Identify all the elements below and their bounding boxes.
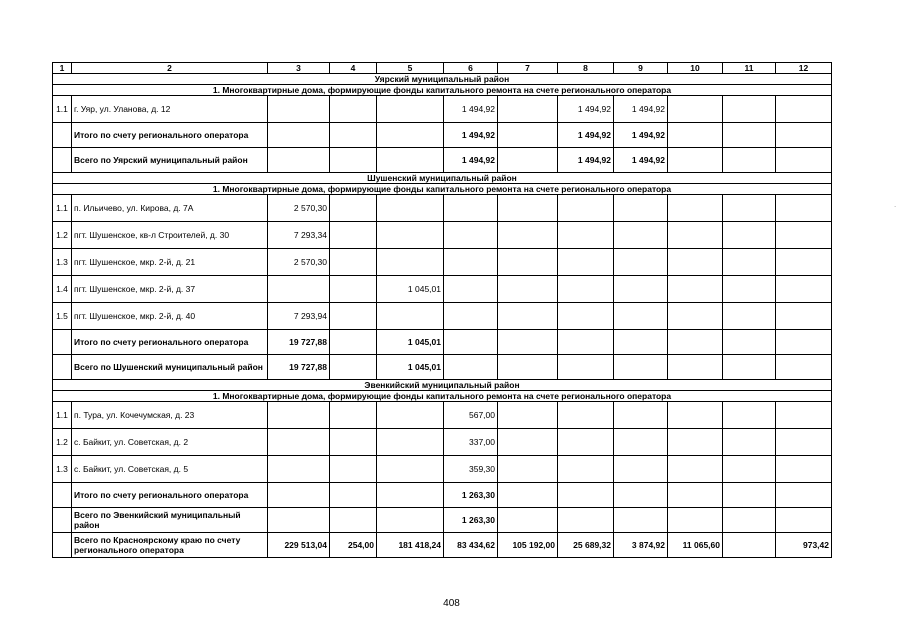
value-cell: 1 494,92	[558, 123, 614, 148]
total-label: Итого по счету регионального оператора	[72, 483, 268, 508]
value-cell	[776, 195, 832, 222]
table-row	[53, 402, 832, 429]
value-cell	[723, 483, 776, 508]
value-cell	[444, 330, 498, 355]
value-cell	[377, 402, 444, 429]
value-cell: 973,42	[776, 533, 832, 558]
value-cell	[614, 276, 668, 303]
value-cell	[498, 249, 558, 276]
value-cell: 2 570,30	[268, 195, 330, 222]
row-index: 1.3	[53, 249, 72, 276]
total-label: Всего по Уярский муниципальный район	[72, 148, 268, 173]
grand-total-row	[53, 533, 832, 558]
value-cell	[268, 429, 330, 456]
value-cell	[723, 533, 776, 558]
district-title	[53, 380, 832, 391]
value-cell	[498, 508, 558, 533]
header-row	[53, 63, 832, 74]
value-cell: 2 570,30	[268, 249, 330, 276]
value-cell	[558, 402, 614, 429]
value-cell	[498, 303, 558, 330]
value-cell	[723, 355, 776, 380]
value-cell	[330, 456, 377, 483]
grand-total-label: Всего по Красноярскому краю по счету регионального оператора	[72, 533, 268, 558]
value-cell	[614, 330, 668, 355]
value-cell	[498, 456, 558, 483]
data-table	[52, 62, 832, 558]
subsection-title-cell: 1. Многоквартирные дома, формирующие фонды капитального ремонта на счете регионального оператора	[53, 184, 832, 195]
total-label: Итого по счету регионального оператора	[72, 330, 268, 355]
value-cell	[377, 123, 444, 148]
value-cell: 337,00	[444, 429, 498, 456]
value-cell	[776, 355, 832, 380]
value-cell	[776, 429, 832, 456]
value-cell	[377, 483, 444, 508]
value-cell	[668, 355, 723, 380]
value-cell	[776, 148, 832, 173]
value-cell	[444, 195, 498, 222]
value-cell	[668, 195, 723, 222]
column-header: 12	[776, 63, 832, 74]
column-header: 8	[558, 63, 614, 74]
value-cell	[614, 402, 668, 429]
value-cell	[614, 429, 668, 456]
value-cell: 1 494,92	[614, 148, 668, 173]
value-cell	[498, 123, 558, 148]
value-cell	[268, 276, 330, 303]
row-index: 1.1	[53, 96, 72, 123]
row-index: 1.2	[53, 222, 72, 249]
value-cell	[558, 508, 614, 533]
value-cell	[498, 483, 558, 508]
table-row	[53, 429, 832, 456]
value-cell	[668, 508, 723, 533]
subsection-title	[53, 184, 832, 195]
value-cell: 1 494,92	[444, 148, 498, 173]
value-cell	[498, 355, 558, 380]
value-cell	[614, 195, 668, 222]
column-header: 5	[377, 63, 444, 74]
value-cell	[723, 508, 776, 533]
value-cell: 567,00	[444, 402, 498, 429]
address-cell: пгт. Шушенское, мкр. 2-й, д. 37	[72, 276, 268, 303]
value-cell	[723, 148, 776, 173]
value-cell: 19 727,88	[268, 330, 330, 355]
total-row	[53, 148, 832, 173]
value-cell	[776, 402, 832, 429]
value-cell	[614, 456, 668, 483]
value-cell	[668, 429, 723, 456]
column-header: 2	[72, 63, 268, 74]
value-cell	[723, 123, 776, 148]
value-cell	[776, 276, 832, 303]
row-index: 1.1	[53, 195, 72, 222]
value-cell	[330, 148, 377, 173]
value-cell: 1 045,01	[377, 330, 444, 355]
value-cell	[668, 123, 723, 148]
page-number: 408	[443, 598, 460, 609]
subsection-title	[53, 85, 832, 96]
column-header: 6	[444, 63, 498, 74]
row-index	[53, 483, 72, 508]
value-cell	[614, 249, 668, 276]
value-cell	[377, 303, 444, 330]
column-header: 3	[268, 63, 330, 74]
row-index: 1.4	[53, 276, 72, 303]
row-index: 1.3	[53, 456, 72, 483]
value-cell	[330, 508, 377, 533]
value-cell	[723, 276, 776, 303]
value-cell: 83 434,62	[444, 533, 498, 558]
value-cell	[723, 96, 776, 123]
value-cell: 11 065,60	[668, 533, 723, 558]
value-cell	[330, 330, 377, 355]
value-cell	[776, 456, 832, 483]
value-cell	[330, 303, 377, 330]
table-row	[53, 276, 832, 303]
value-cell	[668, 96, 723, 123]
value-cell	[498, 276, 558, 303]
value-cell	[498, 195, 558, 222]
value-cell	[498, 429, 558, 456]
value-cell	[268, 148, 330, 173]
total-row	[53, 123, 832, 148]
total-row	[53, 508, 832, 533]
subsection-title-cell: 1. Многоквартирные дома, формирующие фонды капитального ремонта на счете регионального оператора	[53, 391, 832, 402]
value-cell: 1 263,30	[444, 508, 498, 533]
value-cell: 1 494,92	[444, 123, 498, 148]
value-cell	[776, 330, 832, 355]
value-cell: 7 293,34	[268, 222, 330, 249]
table-row	[53, 456, 832, 483]
value-cell	[330, 483, 377, 508]
district-title	[53, 74, 832, 85]
value-cell	[668, 402, 723, 429]
table-row	[53, 96, 832, 123]
table-row	[53, 303, 832, 330]
value-cell	[268, 483, 330, 508]
value-cell	[614, 355, 668, 380]
value-cell	[723, 429, 776, 456]
value-cell	[558, 222, 614, 249]
value-cell	[723, 402, 776, 429]
value-cell: 229 513,04	[268, 533, 330, 558]
value-cell: 1 045,01	[377, 276, 444, 303]
value-cell: 1 045,01	[377, 355, 444, 380]
value-cell	[614, 222, 668, 249]
value-cell	[776, 222, 832, 249]
value-cell	[668, 276, 723, 303]
address-cell: с. Байкит, ул. Советская, д. 5	[72, 456, 268, 483]
value-cell	[668, 249, 723, 276]
value-cell	[776, 483, 832, 508]
value-cell	[776, 249, 832, 276]
address-cell: г. Уяр, ул. Уланова, д. 12	[72, 96, 268, 123]
subsection-title-cell: 1. Многоквартирные дома, формирующие фонды капитального ремонта на счете регионального оператора	[53, 85, 832, 96]
value-cell	[558, 249, 614, 276]
value-cell	[330, 222, 377, 249]
column-header: 11	[723, 63, 776, 74]
table-row	[53, 195, 832, 222]
value-cell	[614, 508, 668, 533]
value-cell: 1 494,92	[614, 123, 668, 148]
value-cell: 19 727,88	[268, 355, 330, 380]
value-cell	[668, 483, 723, 508]
value-cell	[498, 148, 558, 173]
value-cell	[268, 123, 330, 148]
value-cell	[498, 330, 558, 355]
address-cell: п. Ильичево, ул. Кирова, д. 7А	[72, 195, 268, 222]
column-header: 1	[53, 63, 72, 74]
value-cell	[330, 195, 377, 222]
column-header: 4	[330, 63, 377, 74]
column-header: 7	[498, 63, 558, 74]
value-cell	[268, 456, 330, 483]
value-cell	[377, 96, 444, 123]
edge-mark: .	[894, 200, 897, 209]
district-title-cell: Шушенский муниципальный район	[53, 173, 832, 184]
value-cell	[330, 276, 377, 303]
table-body	[53, 63, 832, 558]
value-cell	[444, 355, 498, 380]
address-cell: пгт. Шушенское, мкр. 2-й, д. 21	[72, 249, 268, 276]
value-cell	[668, 148, 723, 173]
value-cell	[723, 195, 776, 222]
value-cell	[377, 148, 444, 173]
value-cell	[498, 222, 558, 249]
value-cell	[330, 123, 377, 148]
value-cell	[776, 96, 832, 123]
value-cell	[498, 96, 558, 123]
total-label: Всего по Шушенский муниципальный район	[72, 355, 268, 380]
value-cell	[444, 303, 498, 330]
value-cell	[330, 96, 377, 123]
value-cell	[668, 222, 723, 249]
row-index	[53, 355, 72, 380]
value-cell	[444, 276, 498, 303]
value-cell	[558, 195, 614, 222]
total-row	[53, 483, 832, 508]
row-index: 1.1	[53, 402, 72, 429]
row-index: 1.2	[53, 429, 72, 456]
value-cell: 254,00	[330, 533, 377, 558]
value-cell: 1 494,92	[558, 96, 614, 123]
value-cell	[723, 222, 776, 249]
value-cell	[558, 483, 614, 508]
value-cell: 105 192,00	[498, 533, 558, 558]
value-cell: 25 689,32	[558, 533, 614, 558]
column-header: 9	[614, 63, 668, 74]
district-title	[53, 173, 832, 184]
total-row	[53, 330, 832, 355]
value-cell	[268, 96, 330, 123]
value-cell: 181 418,24	[377, 533, 444, 558]
value-cell	[498, 402, 558, 429]
row-index	[53, 533, 72, 558]
subsection-title	[53, 391, 832, 402]
row-index	[53, 148, 72, 173]
value-cell	[558, 429, 614, 456]
address-cell: пгт. Шушенское, кв-л Строителей, д. 30	[72, 222, 268, 249]
total-label: Всего по Эвенкийский муниципальный район	[72, 508, 268, 533]
value-cell	[377, 222, 444, 249]
value-cell	[776, 508, 832, 533]
value-cell	[614, 483, 668, 508]
district-title-cell: Эвенкийский муниципальный район	[53, 380, 832, 391]
value-cell	[558, 355, 614, 380]
value-cell: 1 494,92	[558, 148, 614, 173]
address-cell: п. Тура, ул. Кочечумская, д. 23	[72, 402, 268, 429]
value-cell	[668, 456, 723, 483]
row-index	[53, 508, 72, 533]
value-cell	[558, 303, 614, 330]
value-cell	[444, 249, 498, 276]
value-cell	[377, 456, 444, 483]
value-cell: 1 263,30	[444, 483, 498, 508]
value-cell	[330, 402, 377, 429]
address-cell: пгт. Шушенское, мкр. 2-й, д. 40	[72, 303, 268, 330]
total-label: Итого по счету регионального оператора	[72, 123, 268, 148]
value-cell	[377, 429, 444, 456]
value-cell: 3 874,92	[614, 533, 668, 558]
row-index	[53, 123, 72, 148]
value-cell	[558, 330, 614, 355]
value-cell	[614, 303, 668, 330]
value-cell	[377, 249, 444, 276]
table-row	[53, 222, 832, 249]
value-cell: 359,30	[444, 456, 498, 483]
address-cell: с. Байкит, ул. Советская, д. 2	[72, 429, 268, 456]
value-cell	[330, 249, 377, 276]
column-header: 10	[668, 63, 723, 74]
district-title-cell: Уярский муниципальный район	[53, 74, 832, 85]
row-index: 1.5	[53, 303, 72, 330]
value-cell	[776, 303, 832, 330]
value-cell	[723, 330, 776, 355]
value-cell	[330, 355, 377, 380]
value-cell	[558, 456, 614, 483]
value-cell	[444, 222, 498, 249]
value-cell	[668, 330, 723, 355]
value-cell: 1 494,92	[614, 96, 668, 123]
total-row	[53, 355, 832, 380]
value-cell	[723, 456, 776, 483]
value-cell	[558, 276, 614, 303]
value-cell: 1 494,92	[444, 96, 498, 123]
value-cell	[723, 249, 776, 276]
table-row	[53, 249, 832, 276]
value-cell	[268, 402, 330, 429]
value-cell	[377, 195, 444, 222]
value-cell: 7 293,94	[268, 303, 330, 330]
value-cell	[330, 429, 377, 456]
value-cell	[668, 303, 723, 330]
value-cell	[268, 508, 330, 533]
row-index	[53, 330, 72, 355]
value-cell	[377, 508, 444, 533]
value-cell	[723, 303, 776, 330]
value-cell	[776, 123, 832, 148]
